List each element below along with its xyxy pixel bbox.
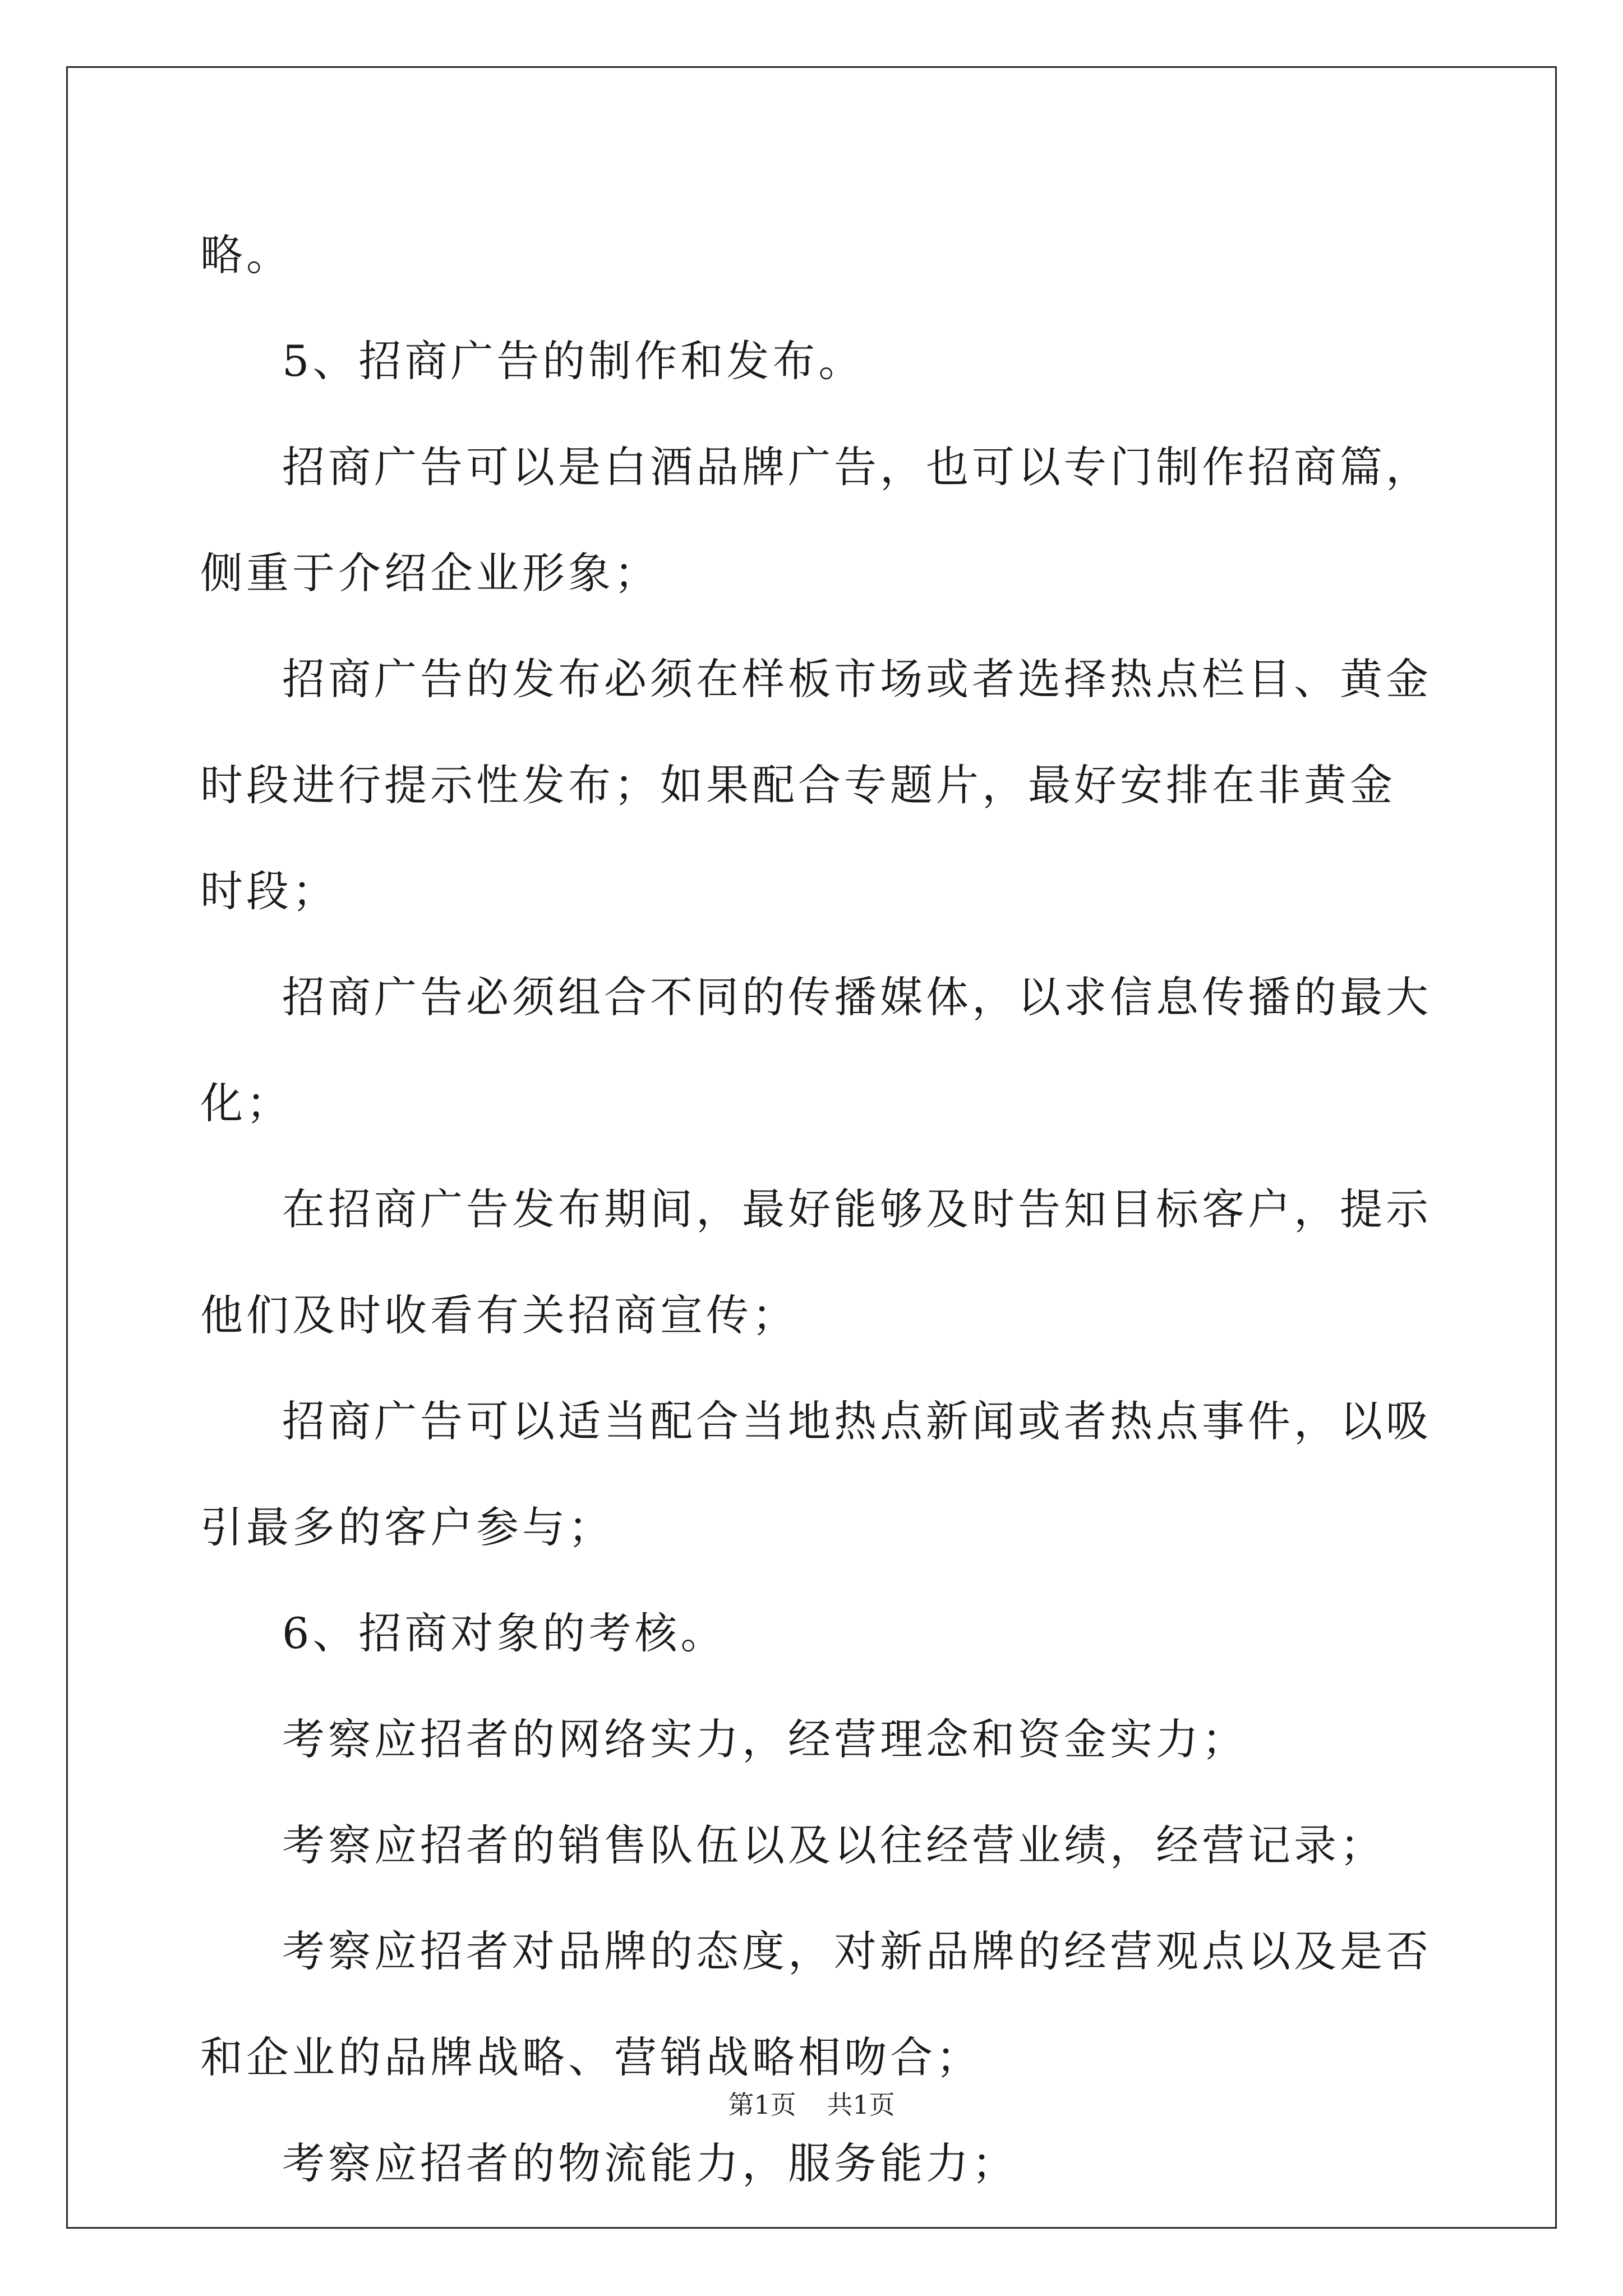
paragraph: 考察应招者对品牌的态度，对新品牌的经营观点以及是否和企业的品牌战略、营销战略相吻合；: [200, 1926, 1432, 2082]
page-total: 共1页: [827, 2090, 895, 2120]
document-body: [200, 202, 1434, 2216]
paragraph: 考察应招者的网络实力，经营理念和资金实力；: [282, 1714, 1248, 1764]
paragraph: 招商广告的发布必须在样板市场或者选择热点栏目、黄金时段进行提示性发布；如果配合专题片，最好安排在非黄金时段；: [200, 654, 1432, 916]
paragraph: 招商广告可以适当配合当地热点新闻或者热点事件，以吸引最多的客户参与；: [200, 1396, 1432, 1552]
paragraph: 考察应招者的销售队伍以及以往经营业绩，经营记录；: [282, 1820, 1386, 1870]
section-heading: 6、招商对象的考核。: [282, 1608, 727, 1658]
page-footer: [0, 2088, 1623, 2122]
paragraph: 招商广告可以是白酒品牌广告，也可以专门制作招商篇，侧重于介绍企业形象；: [200, 442, 1432, 598]
paragraph: 在招商广告发布期间，最好能够及时告知目标客户，提示他们及时收看有关招商宣传；: [200, 1184, 1432, 1340]
paragraph: 考察应招者的物流能力，服务能力；: [282, 2138, 1018, 2188]
section-heading: 5、招商广告的制作和发布。: [282, 336, 865, 386]
page-number: 第1页: [728, 2090, 796, 2120]
paragraph: 略。: [200, 230, 292, 280]
paragraph: 招商广告必须组合不同的传播媒体，以求信息传播的最大化；: [200, 972, 1432, 1128]
